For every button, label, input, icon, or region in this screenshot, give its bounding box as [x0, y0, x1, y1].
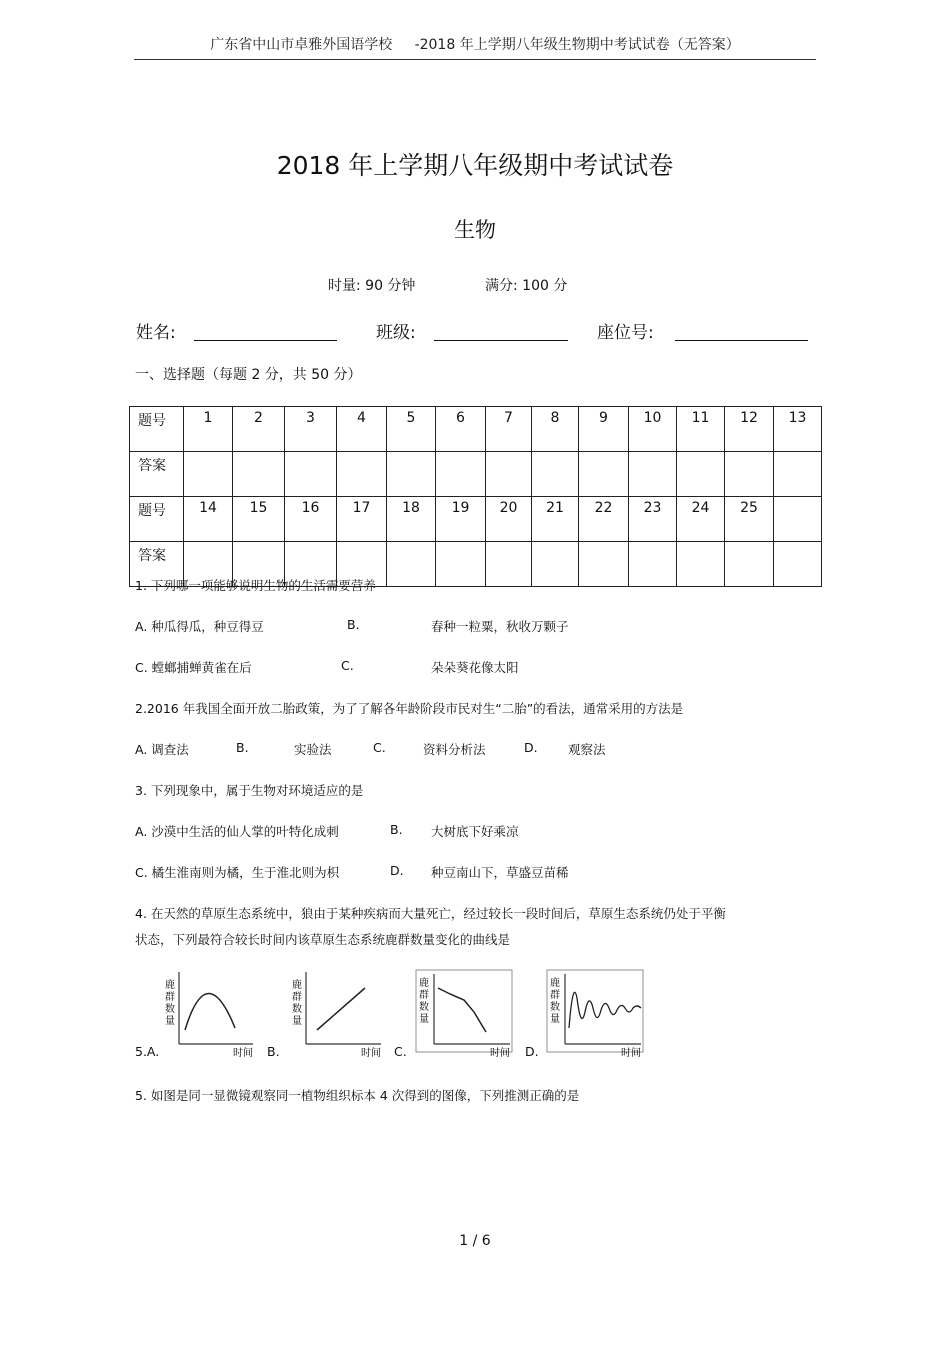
- answer-label: 答案: [130, 452, 184, 497]
- q3-option-b-letter: B.: [390, 822, 403, 837]
- svg-text:量: 量: [292, 1016, 302, 1027]
- exam-subject: 生物: [454, 218, 496, 242]
- header-divider: [134, 59, 816, 60]
- question-number-cell: 19: [436, 497, 486, 542]
- answer-cell[interactable]: [579, 452, 629, 497]
- q2-option-d: 观察法: [568, 742, 606, 757]
- answer-cell[interactable]: [629, 542, 677, 587]
- q2-option-c: 资料分析法: [423, 742, 486, 757]
- answer-cell[interactable]: [337, 452, 387, 497]
- q4-stem-line2: 状态，下列最符合较长时间内该草原生态系统鹿群数量变化的曲线是: [135, 932, 511, 947]
- question-number-cell: 5: [387, 407, 436, 452]
- svg-text:群: 群: [165, 992, 175, 1003]
- q1-stem: 1. 下列哪一项能够说明生物的生活需要营养: [135, 578, 376, 593]
- question-number-cell: 21: [532, 497, 579, 542]
- answer-cell[interactable]: [184, 452, 233, 497]
- q3-option-d-letter: D.: [390, 863, 404, 878]
- answer-cell[interactable]: [285, 452, 337, 497]
- name-label: 姓名:: [136, 323, 176, 343]
- svg-text:群: 群: [292, 992, 302, 1003]
- name-field[interactable]: [194, 340, 337, 341]
- answer-cell[interactable]: [774, 452, 822, 497]
- question-number-cell: 13: [774, 407, 822, 452]
- graph-c: [414, 968, 514, 1062]
- q3-option-d: 种豆南山下，草盛豆苗稀: [431, 865, 569, 880]
- svg-text:鹿: 鹿: [292, 980, 302, 991]
- answer-cell[interactable]: [436, 452, 486, 497]
- q4-option-c: C.: [394, 1044, 407, 1059]
- question-number-cell: 11: [677, 407, 725, 452]
- question-number-cell: 6: [436, 407, 486, 452]
- q1-option-d: 朵朵葵花像太阳: [431, 660, 519, 675]
- q4-option-a: 5.A.: [135, 1044, 160, 1059]
- q4-option-b: B.: [267, 1044, 280, 1059]
- question-number-cell: 9: [579, 407, 629, 452]
- svg-text:群: 群: [419, 990, 429, 1001]
- q1-option-c: C. 螳螂捕蝉黄雀在后: [135, 660, 252, 675]
- q1-option-d-letter: C.: [341, 658, 354, 673]
- exam-title: 2018 年上学期八年级期中考试试卷: [276, 151, 674, 180]
- question-number-cell: 3: [285, 407, 337, 452]
- graph-b: [287, 968, 387, 1062]
- svg-text:量: 量: [550, 1014, 560, 1025]
- svg-text:群: 群: [550, 990, 560, 1001]
- answer-cell[interactable]: [233, 452, 285, 497]
- header-paper: -2018 年上学期八年级生物期中考试试卷（无答案）: [414, 37, 740, 53]
- question-number-cell: 2: [233, 407, 285, 452]
- q2-option-a: A. 调查法: [135, 742, 189, 757]
- question-number-cell: 17: [337, 497, 387, 542]
- answer-cell[interactable]: [677, 542, 725, 587]
- svg-text:数: 数: [550, 1002, 560, 1013]
- q2-option-c-letter: C.: [373, 740, 386, 755]
- q3-option-a: A. 沙漠中生活的仙人掌的叶特化成刺: [135, 824, 339, 839]
- question-number-cell: 23: [629, 497, 677, 542]
- time-limit: 时量: 90 分钟: [328, 278, 416, 294]
- svg-text:鹿: 鹿: [419, 978, 429, 989]
- q1-option-b-letter: B.: [347, 617, 360, 632]
- svg-text:数: 数: [165, 1004, 175, 1015]
- svg-text:鹿: 鹿: [550, 978, 560, 989]
- svg-text:时间: 时间: [233, 1048, 253, 1058]
- header-school: 广东省中山市卓雅外国语学校: [210, 37, 393, 53]
- question-number-cell: 15: [233, 497, 285, 542]
- svg-text:时间: 时间: [361, 1048, 381, 1058]
- answer-cell[interactable]: [725, 452, 774, 497]
- q2-option-d-letter: D.: [524, 740, 538, 755]
- question-number-label: 题号: [130, 497, 184, 542]
- question-number-cell: 8: [532, 407, 579, 452]
- section-heading: 一、选择题（每题 2 分，共 50 分）: [135, 367, 362, 383]
- full-score: 满分: 100 分: [485, 278, 568, 294]
- question-number-cell: 24: [677, 497, 725, 542]
- question-number-cell: 7: [486, 407, 532, 452]
- svg-text:数: 数: [292, 1004, 302, 1015]
- answer-cell[interactable]: [532, 452, 579, 497]
- answer-cell[interactable]: [725, 542, 774, 587]
- answer-cell[interactable]: [486, 452, 532, 497]
- page-header: [0, 34, 950, 54]
- question-number-cell: 16: [285, 497, 337, 542]
- seat-label: 座位号:: [597, 323, 654, 343]
- page-number: 1 / 6: [459, 1233, 491, 1249]
- answer-cell[interactable]: [579, 542, 629, 587]
- svg-text:时间: 时间: [621, 1048, 641, 1058]
- q3-option-b: 大树底下好乘凉: [431, 824, 519, 839]
- svg-text:量: 量: [419, 1014, 429, 1025]
- question-number-cell: 10: [629, 407, 677, 452]
- question-number-cell: 25: [725, 497, 774, 542]
- answer-cell[interactable]: [677, 452, 725, 497]
- table-row: [130, 452, 822, 497]
- answer-cell[interactable]: [532, 542, 579, 587]
- answer-cell[interactable]: [774, 542, 822, 587]
- q2-option-b-letter: B.: [236, 740, 249, 755]
- answer-label: 答案: [130, 542, 184, 587]
- answer-cell[interactable]: [387, 452, 436, 497]
- q2-option-b: 实验法: [294, 742, 332, 757]
- svg-text:鹿: 鹿: [165, 980, 175, 991]
- q3-stem: 3. 下列现象中，属于生物对环境适应的是: [135, 783, 364, 798]
- question-number-cell: 18: [387, 497, 436, 542]
- svg-text:数: 数: [419, 1002, 429, 1013]
- question-number-cell: [774, 497, 822, 542]
- q1-option-b: 春种一粒粟，秋收万颗子: [431, 619, 569, 634]
- question-number-cell: 14: [184, 497, 233, 542]
- answer-cell[interactable]: [436, 542, 486, 587]
- question-number-cell: 12: [725, 407, 774, 452]
- q2-stem: 2.2016 年我国全面开放二胎政策，为了了解各年龄阶段市民对生“二胎”的看法，通常采用的方法是: [135, 701, 684, 716]
- question-number-cell: 1: [184, 407, 233, 452]
- answer-cell[interactable]: [486, 542, 532, 587]
- q1-option-a: A. 种瓜得瓜，种豆得豆: [135, 619, 264, 634]
- question-number-cell: 4: [337, 407, 387, 452]
- class-label: 班级:: [376, 323, 416, 343]
- seat-field[interactable]: [675, 340, 808, 341]
- q3-option-c: C. 橘生淮南则为橘，生于淮北则为枳: [135, 865, 340, 880]
- q5-stem: 5. 如图是同一显微镜观察同一植物组织标本 4 次得到的图像，下列推测正确的是: [135, 1088, 580, 1103]
- table-row: [130, 497, 822, 542]
- graph-d: [545, 968, 645, 1062]
- svg-text:时间: 时间: [490, 1048, 510, 1058]
- answer-cell[interactable]: [629, 452, 677, 497]
- answer-table: [129, 406, 822, 587]
- question-number-cell: 20: [486, 497, 532, 542]
- svg-text:量: 量: [165, 1016, 175, 1027]
- answer-cell[interactable]: [387, 542, 436, 587]
- q4-option-d: D.: [525, 1044, 539, 1059]
- q4-stem-line1: 4. 在天然的草原生态系统中，狼由于某种疾病而大量死亡，经过较长一段时间后，草原生态系统仍处于平衡: [135, 906, 726, 921]
- class-field[interactable]: [434, 340, 568, 341]
- question-number-label: 题号: [130, 407, 184, 452]
- table-row: [130, 407, 822, 452]
- graph-a: [157, 968, 257, 1062]
- question-number-cell: 22: [579, 497, 629, 542]
